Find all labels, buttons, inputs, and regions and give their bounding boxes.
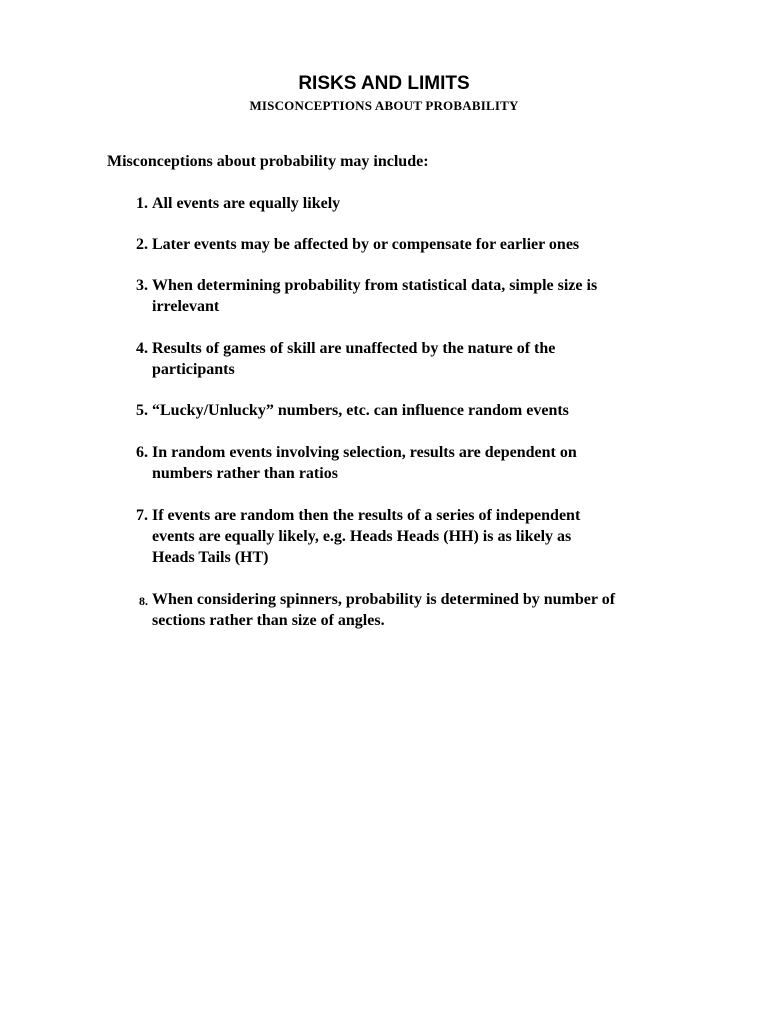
list-item-line: events are equally likely, e.g. Heads Heads (HH) is as likely as	[152, 528, 572, 545]
list-item-number: 8.	[139, 594, 148, 608]
list-item-line: When considering spinners, probability is determined by number of	[152, 591, 616, 608]
list-item-line: numbers rather than ratios	[152, 465, 338, 482]
list-item-line: All events are equally likely	[152, 195, 341, 212]
list-item-line: participants	[152, 361, 235, 378]
list-item-line: In random events involving selection, results are dependent on	[152, 444, 577, 461]
list-item-line: irrelevant	[152, 298, 220, 315]
list-item-line: sections rather than size of angles.	[152, 612, 385, 629]
list-item-text	[152, 275, 672, 317]
page-title: RISKS AND LIMITS	[298, 73, 470, 94]
list-item-number: 6.	[136, 444, 148, 461]
list-item-line: When determining probability from statistical data, simple size is	[152, 277, 598, 294]
list-item-text	[152, 400, 672, 421]
list-item-line: Heads Tails (HT)	[152, 549, 269, 566]
list-item-number: 2.	[136, 236, 148, 253]
list-item-text	[152, 442, 672, 484]
list-item-number: 1.	[136, 195, 148, 212]
list-item-line: “Lucky/Unlucky” numbers, etc. can influence random events	[152, 402, 569, 419]
page-subtitle: MISCONCEPTIONS ABOUT PROBABILITY	[249, 98, 519, 113]
list-item-number: 3.	[136, 277, 148, 294]
list-item-line: Later events may be affected by or compensate for earlier ones	[152, 236, 580, 253]
list-item-text	[152, 193, 672, 214]
list-item-text	[152, 338, 672, 380]
intro-text: Misconceptions about probability may include:	[107, 153, 429, 170]
list-item-line: If events are random then the results of a series of independent	[152, 507, 581, 524]
list-item-number: 7.	[136, 507, 148, 524]
list-item-text	[152, 589, 672, 631]
list-item-number: 4.	[136, 340, 148, 357]
list-item-text	[152, 234, 672, 255]
list-item-text	[152, 505, 672, 568]
list-item-number: 5.	[136, 402, 148, 419]
list-item-line: Results of games of skill are unaffected by the nature of the	[152, 340, 556, 357]
